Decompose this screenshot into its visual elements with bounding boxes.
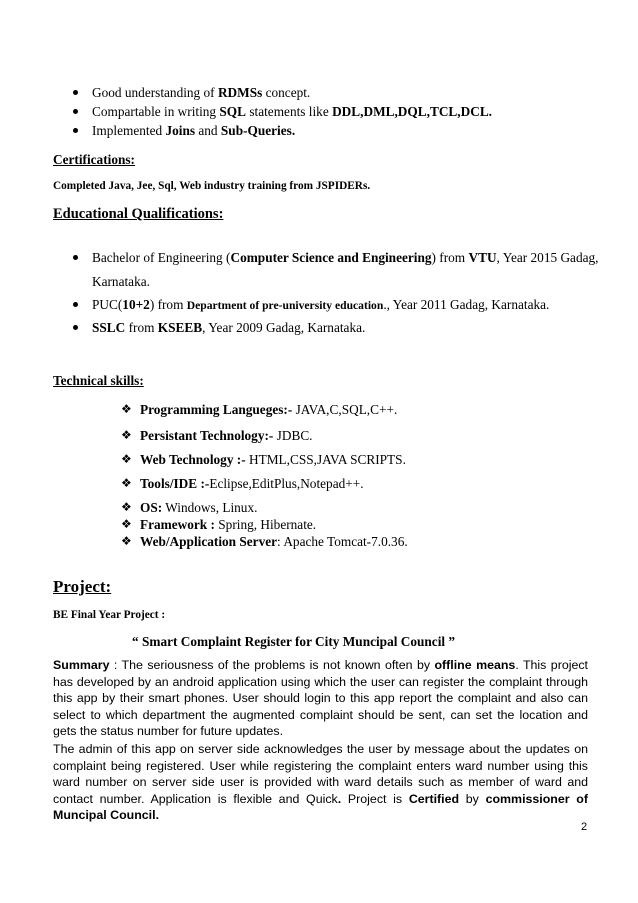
education-heading: Educational Qualifications: — [53, 206, 224, 222]
text: concept. — [262, 85, 311, 100]
page-number: 2 — [581, 821, 588, 833]
text: PUC( — [92, 297, 123, 312]
diamond-bullet-icon: ❖ — [121, 402, 132, 416]
education-be — [92, 249, 598, 266]
text: Project is — [341, 791, 409, 806]
skill-item — [140, 533, 408, 550]
text-bold: VTU — [468, 250, 497, 265]
project-paragraph-2 — [53, 741, 588, 824]
project-heading: Project: — [53, 577, 112, 596]
bullet-dot — [73, 255, 78, 260]
education-puc — [92, 296, 549, 314]
skill-item — [140, 475, 364, 492]
diamond-bullet-icon: ❖ — [121, 428, 132, 442]
bullet-sql — [92, 103, 492, 120]
text-bold: DDL,DML,DQL,TCL,DCL. — [332, 104, 493, 119]
skill-label: Persistant Technology:- — [140, 428, 274, 443]
text: , Year 2015 Gadag, — [496, 250, 599, 265]
text: The admin of this app on server side acknowledges the user by message about the updates on complaint being registered. User while registering the complaint enters ward number using this ward number on server side user is provided with ward details such as member of ward and contact number. Application is flexible and Quick — [53, 742, 588, 806]
education-sslc — [92, 319, 365, 336]
skill-item — [140, 516, 316, 533]
diamond-bullet-icon: ❖ — [121, 517, 132, 531]
project-subheading: BE Final Year Project : — [53, 609, 166, 621]
project-title: “ Smart Complaint Register for City Muncipal Council ” — [132, 634, 456, 649]
summary-label: Summary — [53, 658, 110, 672]
text-bold: Department of pre-university education — [186, 299, 384, 312]
diamond-bullet-icon: ❖ — [121, 452, 132, 466]
bullet-dot — [73, 109, 78, 114]
text-bold: Sub-Queries. — [220, 123, 296, 138]
skill-label: Tools/IDE :- — [140, 476, 210, 491]
bullet-rdbms — [92, 84, 310, 101]
skill-value: JDBC. — [273, 428, 313, 443]
skill-item — [140, 427, 313, 444]
skill-value: Eclipse,EditPlus,Notepad++. — [209, 476, 364, 491]
skill-value: JAVA,C,SQL,C++. — [292, 402, 398, 417]
project-summary — [53, 657, 588, 740]
skill-item — [140, 401, 397, 418]
text: by — [459, 791, 486, 806]
bullet-dot — [73, 90, 78, 95]
text: ., Year 2011 Gadag, Karnataka. — [383, 297, 550, 312]
skill-item — [140, 499, 257, 516]
text: Compartable in writing — [92, 104, 220, 119]
text-bold: Joins — [165, 123, 196, 138]
skill-label: OS: — [140, 500, 163, 515]
education-be-line2: Karnataka. — [92, 274, 150, 289]
skill-label: Framework : — [140, 517, 215, 532]
skill-label: Web Technology :- — [140, 452, 246, 467]
diamond-bullet-icon: ❖ — [121, 534, 132, 548]
text: . This project has developed by an android application using which the user can register the complaint through this app by their smart phones. User should login to this app report the complaint and also can select to which department the augmented complaint should be sent, can set the location and gets the status number for future updates. — [53, 658, 589, 738]
skill-label: Web/Application Server — [140, 534, 278, 549]
text: Good understanding of — [92, 85, 218, 100]
text-bold: SQL — [219, 104, 247, 119]
certifications-heading: Certifications: — [53, 152, 135, 167]
certifications-line: Completed Java, Jee, Sql, Web industry training from JSPIDERs. — [53, 180, 371, 192]
skills-heading: Technical skills: — [53, 373, 144, 388]
bullet-dot — [73, 325, 78, 330]
skill-label: Programming Langueges:- — [140, 402, 293, 417]
text: statements like — [246, 104, 333, 119]
skill-value: : Apache Tomcat-7.0.36. — [277, 534, 408, 549]
skill-value: Spring, Hibernate. — [214, 517, 317, 532]
text: from — [125, 320, 158, 335]
text-bold: RDMSs — [217, 85, 263, 100]
text: : The seriousness of the problems is not known often by — [109, 658, 435, 672]
bullet-dot — [73, 302, 78, 307]
text-bold: SSLC — [92, 320, 126, 335]
text-bold: Certified — [408, 791, 460, 806]
skill-item — [140, 451, 406, 468]
diamond-bullet-icon: ❖ — [121, 500, 132, 514]
text-bold: 10+2 — [122, 297, 150, 312]
text: ) from — [149, 297, 187, 312]
skill-value: Windows, Linux. — [162, 500, 258, 515]
text: , Year 2009 Gadag, Karnataka. — [202, 320, 366, 335]
text-bold: . — [337, 791, 342, 806]
text: and — [195, 123, 221, 138]
text-bold: commissioner of Muncipal Council. — [53, 791, 588, 822]
text: Bachelor of Engineering ( — [92, 250, 231, 265]
text-bold: offline means — [434, 658, 516, 672]
text: ) from — [431, 250, 469, 265]
bullet-joins — [92, 122, 295, 139]
text-bold: Computer Science and Engineering — [230, 250, 432, 265]
text-bold: KSEEB — [157, 320, 203, 335]
text: Implemented — [92, 123, 166, 138]
bullet-dot — [73, 128, 78, 133]
skill-value: HTML,CSS,JAVA SCRIPTS. — [245, 452, 406, 467]
diamond-bullet-icon: ❖ — [121, 476, 132, 490]
